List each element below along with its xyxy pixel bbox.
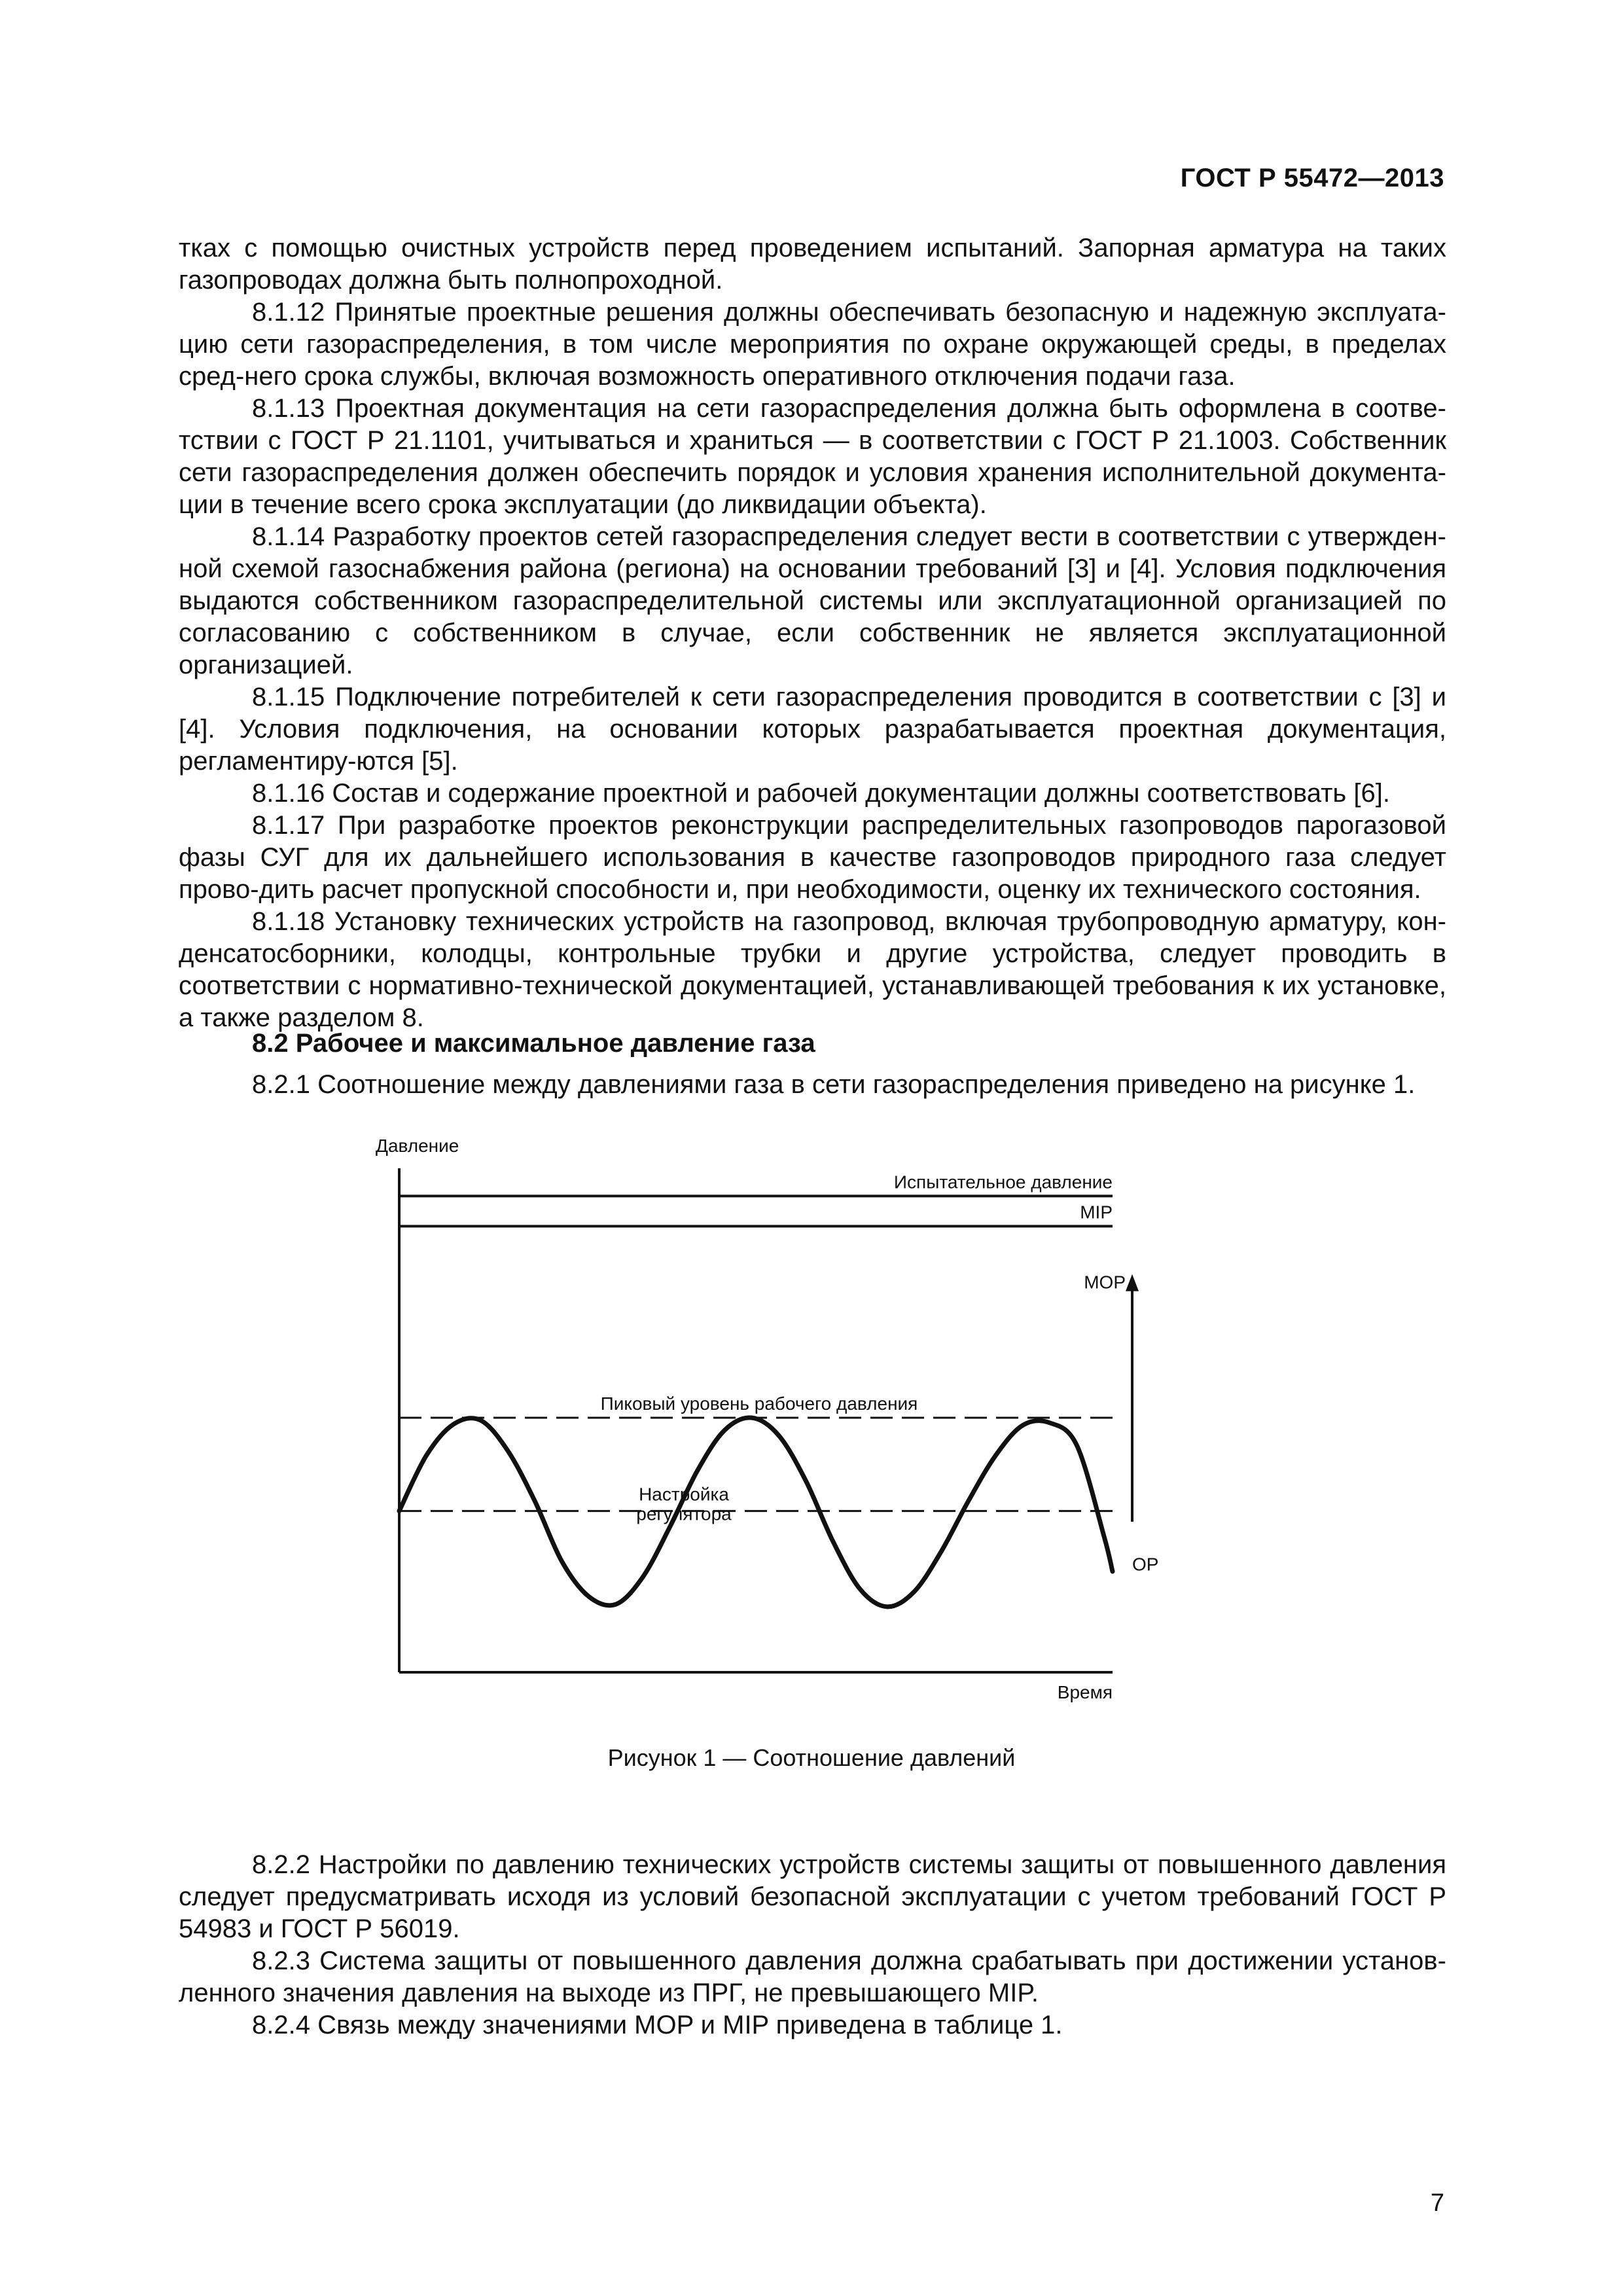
body-text-top bbox=[179, 232, 1446, 1034]
level-label-test-pressure: Испытательное давление bbox=[893, 1172, 1113, 1193]
paragraph-8-1-17: 8.1.17 При разработке проектов реконструкции распределительных газопроводов парогазовой фазы СУГ для их дальнейшего использования в качестве газопроводов природного газа следует прово-дить расчет пропускной способности и, при необходимости, оценку их технического состояния. bbox=[179, 811, 1446, 904]
paragraph-8-1-14: 8.1.14 Разработку проектов сетей газораспределения следует вести в соответствии с утвержден-ной схемой газоснабжения района (региона) на основании требований [3] и [4]. Условия подключения выдаются собственником газораспределительной системы или эксплуатационной организацией по согласованию с собственником в случае, если собственник не является эксплуатационной организацией. bbox=[179, 522, 1446, 679]
paragraph-8-1-15: 8.1.15 Подключение потребителей к сети газораспределения проводится в соответствии с [3] и [4]. Условия подключения, на основании которых разрабатывается проектная документация, регламентиру-ются [5]. bbox=[179, 683, 1446, 776]
op-label: OP bbox=[1132, 1554, 1159, 1575]
pressure-figure bbox=[353, 1122, 1204, 1712]
paragraph-8-1-13: 8.1.13 Проектная документация на сети газораспределения должна быть оформлена в соотве-тствии с ГОСТ Р 21.1101, учитываться и храниться — в соответствии с ГОСТ Р 21.1003. Собственник сети газораспределения должен обеспечить порядок и условия хранения исполнительной документа-ции в течение всего срока эксплуатации (до ликвидации объекта). bbox=[179, 394, 1446, 519]
mop-label: MOP bbox=[1084, 1272, 1126, 1293]
page-number: 7 bbox=[1430, 2189, 1444, 2217]
paragraph-8-1-16: 8.1.16 Состав и содержание проектной и рабочей документации должны соответствовать [6]. bbox=[252, 779, 1390, 808]
regulator-label-line1: Настройка bbox=[639, 1484, 729, 1505]
mop-arrow-head bbox=[1126, 1274, 1139, 1291]
document-header: ГОСТ Р 55472—2013 bbox=[1180, 164, 1444, 192]
pressure-chart bbox=[353, 1122, 1204, 1712]
paragraph-8-1-12: 8.1.12 Принятые проектные решения должны обеспечивать безопасную и надежную эксплуата-цию сети газораспределения, в том числе мероприятия по охране окружающей среды, в пределах сред-него срока службы, включая возможность оперативного отключения подачи газа. bbox=[179, 298, 1446, 391]
paragraph-8-2-4: 8.2.4 Связь между значениями MOP и MIP приведена в таблице 1. bbox=[252, 2011, 1063, 2039]
paragraph-8-2-1: 8.2.1 Соотношение между давлениями газа в сети газораспределения приведено на рисунке 1. bbox=[252, 1070, 1416, 1099]
level-label-mip: MIP bbox=[1080, 1202, 1113, 1223]
paragraph-8-2-2: 8.2.2 Настройки по давлению технических устройств системы защиты от повышенного давления следует предусматривать исходя из условий безопасной эксплуатации с учетом требований ГОСТ Р 54983 и ГОСТ Р 56019. bbox=[179, 1850, 1446, 1943]
regulator-label-line2: регулятора bbox=[636, 1503, 732, 1524]
figure-caption: Рисунок 1 — Соотношение давлений bbox=[607, 1744, 1016, 1771]
body-text-bottom bbox=[179, 1849, 1446, 2041]
level-label-peak: Пиковый уровень рабочего давления bbox=[600, 1393, 918, 1414]
working-pressure-curve bbox=[399, 1418, 1113, 1607]
y-axis-label: Давление bbox=[376, 1136, 459, 1156]
section-title: 8.2 Рабочее и максимальное давление газа bbox=[252, 1029, 815, 1058]
paragraph-8-1-18: 8.1.18 Установку технических устройств на газопровод, включая трубопроводную арматуру, кон-денсатосборники, колодцы, контрольные трубки и другие устройства, следует проводить в соответствии с нормативно-технической документацией, устанавливающей требования к их установке, а также разделом 8. bbox=[179, 907, 1446, 1032]
x-axis-label: Время bbox=[1057, 1682, 1113, 1702]
paragraph-8-2-3: 8.2.3 Система защиты от повышенного давления должна срабатывать при достижении установ-ленного значения давления на выходе из ПРГ, не превышающего MIP. bbox=[179, 1946, 1446, 2007]
paragraph-continuation: тках с помощью очистных устройств перед проведением испытаний. Запорная арматура на таких газопроводах должна быть полнопроходной. bbox=[179, 234, 1446, 295]
level-label-regulator bbox=[636, 1484, 732, 1524]
